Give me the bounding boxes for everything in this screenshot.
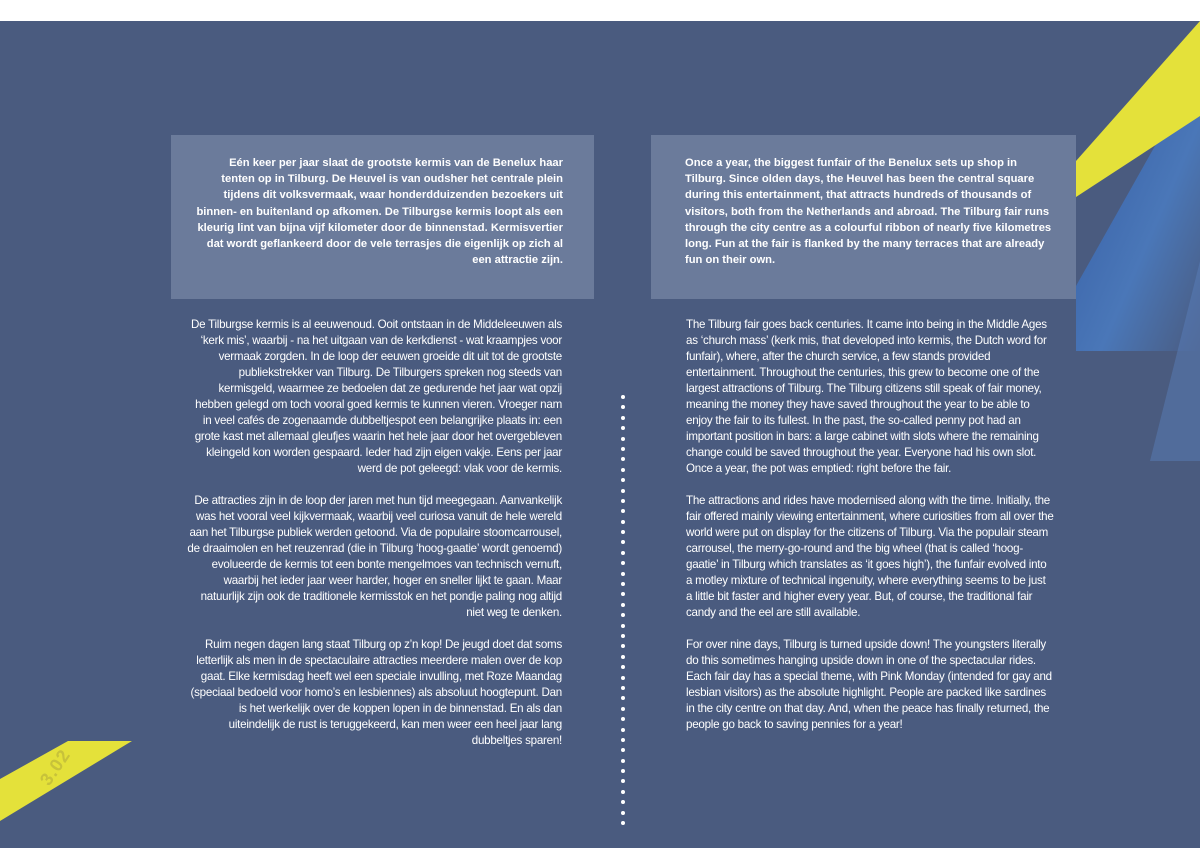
- brochure-spread: [0, 21, 1200, 848]
- divider-dot: [621, 728, 625, 732]
- dutch-paragraph: Ruim negen dagen lang staat Tilburg op z’n kop! De jeugd doet dat soms letterlijk als men in de spectaculaire attracties meerdere malen over de kop gaat. Elke kermisdag heeft wel een speciale invulling, met Roze Maandag (speciaal bedoeld voor homo’s en lesbiennes) als absoluut hoogtepunt. Dan is het werkelijk over de koppen lopen in de binnenstad. En als dan uiteindelijk de rust is teruggekeerd, kan men weer een heel jaar lang dubbeltjes sparen!: [190, 638, 562, 747]
- divider-dot: [621, 395, 625, 399]
- english-paragraph: The attractions and rides have modernised along with the time. Initially, the fair offered mainly viewing entertainment, where curiosities from all over the world were put on display for the citizens of Tilburg. Via the populair steam carrousel, the merry-go-round and the big wheel (that is called ‘hoog-gaatie’ in Tilburg which translates as ‘it goes high’), the funfair evolved into a motley mixture of technical ingenuity, where everything seems to be just a little bit faster and higher every year. But, of course, the traditional fair candy and the eel are still available.: [686, 494, 1054, 619]
- divider-dot: [621, 644, 625, 648]
- divider-dot: [621, 686, 625, 690]
- divider-dot: [621, 447, 625, 451]
- divider-dot: [621, 530, 625, 534]
- divider-dot: [621, 696, 625, 700]
- divider-dot: [621, 800, 625, 804]
- divider-dot: [621, 769, 625, 773]
- divider-dot: [621, 779, 625, 783]
- divider-dot: [621, 437, 625, 441]
- divider-dot: [621, 748, 625, 752]
- dotted-divider: [620, 395, 626, 835]
- divider-dot: [621, 405, 625, 409]
- english-paragraph: For over nine days, Tilburg is turned upside down! The youngsters literally do this sometimes hanging upside down in one of the spectacular rides. Each fair day has a special theme, with Pink Monday (intended for gay and lesbian visitors) as the absolute highlight. People are packed like sardines in the city centre on that day. And, when the peace has finally returned, the people go back to saving pennies for a year!: [686, 638, 1052, 731]
- divider-dot: [621, 561, 625, 565]
- divider-dot: [621, 582, 625, 586]
- dutch-paragraph: De Tilburgse kermis is al eeuwenoud. Ooit ontstaan in de Middeleeuwen als ‘kerk mis’, waarbij - na het uitgaan van de kerkdienst - wat kraampjes voor vermaak zorgden. In de loop der eeuwen groeide dit uit tot de grootste publiekstrekker van Tilburg. De Tilburgers spreken nog steeds van kermisgeld, waarmee ze bedoelen dat ze gedurende het jaar wat opzij hebben gelegd om toch vooral goed kermis te kunnen vieren. Vroeger nam in veel cafés de zogenaamde dubbeltjespot een belangrijke plaats in: een grote kast met allemaal gleufjes waarin het hele jaar door het overgebleven kleingeld kon worden gespaard. Ieder had zijn eigen vakje. Eens per jaar werd de pot geleegd: vlak voor de kermis.: [190, 318, 562, 475]
- divider-dot: [621, 551, 625, 555]
- divider-dot: [621, 821, 625, 825]
- english-paragraph: The Tilburg fair goes back centuries. It came into being in the Middle Ages as ‘church mass’ (kerk mis, that developed into kermis, the Dutch word for funfair), where, after the church service, a few stands provided entertainment. Throughout the centuries, this grew to become one of the largest attractions of Tilburg. The Tilburg citizens still speak of fair money, meaning the money they have saved throughout the year to be able to enjoy the fair to its fullest. In the past, the so-called penny pot had an important position in bars: a large cabinet with slots where the remaining change could be saved throughout the year. Everyone had his own slot. Once a year, the pot was emptied: right before the fair.: [686, 318, 1047, 475]
- divider-dot: [621, 416, 625, 420]
- dutch-intro-text: Eén keer per jaar slaat de grootste kermis van de Benelux haar tenten op in Tilburg. De Heuvel is van oudsher het centrale plein tijdens dit volksvermaak, waar honderdduizenden bezoekers uit binnen- en buitenland op afkomen. De Tilburgse kermis loopt als een kleurig lint van bijna vijf kilometer door de binnenstad. Kermisvertier dat wordt geflankeerd door de vele terrasjes die eigenlijk op zich al een attractie zijn.: [196, 157, 563, 267]
- page-number: 3.02: [35, 745, 75, 789]
- divider-dot: [621, 457, 625, 461]
- divider-dot: [621, 540, 625, 544]
- divider-dot: [621, 738, 625, 742]
- divider-dot: [621, 572, 625, 576]
- divider-dot: [621, 468, 625, 472]
- divider-dot: [621, 707, 625, 711]
- english-intro-box: [651, 135, 1076, 299]
- divider-dot: [621, 489, 625, 493]
- divider-dot: [621, 655, 625, 659]
- divider-dot: [621, 665, 625, 669]
- divider-dot: [621, 634, 625, 638]
- divider-dot: [621, 478, 625, 482]
- divider-dot: [621, 509, 625, 513]
- divider-dot: [621, 624, 625, 628]
- divider-dot: [621, 790, 625, 794]
- divider-dot: [621, 811, 625, 815]
- divider-dot: [621, 592, 625, 596]
- divider-dot: [621, 520, 625, 524]
- divider-dot: [621, 499, 625, 503]
- divider-dot: [621, 613, 625, 617]
- divider-dot: [621, 759, 625, 763]
- divider-dot: [621, 717, 625, 721]
- english-intro-text: Once a year, the biggest funfair of the Benelux sets up shop in Tilburg. Since olden days, the Heuvel has been the central square during this entertainment, that attracts hundreds of thousands of visitors, both from the Netherlands and abroad. The Tilburg fair runs through the city centre as a colourful ribbon of nearly five kilometres long. Fun at the fair is flanked by the many terraces that are already fun on their own.: [685, 157, 1052, 267]
- dutch-intro-box: [171, 135, 594, 299]
- english-body-column: [686, 317, 1054, 749]
- dutch-body-column: [186, 317, 562, 765]
- dutch-paragraph: De attracties zijn in de loop der jaren met hun tijd meegegaan. Aanvankelijk was het vooral veel kijkvermaak, waarbij veel curiosa vanuit de hele wereld aan het Tilburgse publiek werden getoond. Via de populaire stoomcarrousel, de draaimolen en het reuzenrad (die in Tilburg ‘hoog-gaatie’ wordt genoemd) evolueerde de kermis tot een bonte mengelmoes van technisch vernuft, waarbij het ieder jaar weer harder, hoger en sneller lijkt te gaan. Maar natuurlijk zijn ook de traditionele kermisstok en het pondje paling nog altijd niet weg te denken.: [187, 494, 562, 619]
- divider-dot: [621, 603, 625, 607]
- divider-dot: [621, 676, 625, 680]
- divider-dot: [621, 426, 625, 430]
